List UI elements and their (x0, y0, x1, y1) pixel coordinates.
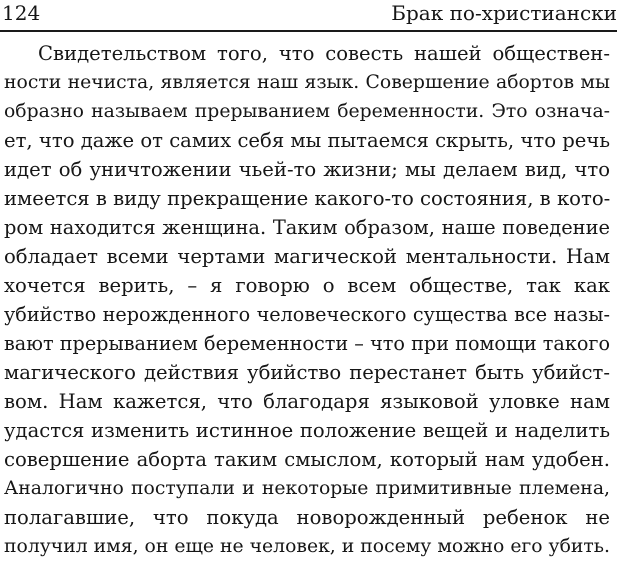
text-line: полагавшие, что покуда новорожденный ребенок не (4, 506, 610, 529)
text-line: получил имя, он еще не человек, и посему можно его убить. (4, 536, 610, 557)
running-title: Брак по-христиански (391, 1, 617, 25)
text-line: ности нечиста, является наш язык. Совершение абортов мы (4, 72, 610, 93)
text-line: имеется в виду прекращение какого-то состояния, в кото- (4, 187, 610, 210)
text-line: удастся изменить истинное положение вещей и наделить (4, 419, 610, 442)
text-line: ром находится женщина. Таким образом, наше поведение (4, 216, 610, 239)
text-line: совершение аборта таким смыслом, который нам удобен. (4, 448, 610, 471)
text-line: обладает всеми чертами магической ментальности. Нам (4, 245, 610, 268)
text-line: хочется верить, – я говорю о всем обществе, так как (4, 274, 610, 297)
text-line: вают прерыванием беременности – что при помощи такого (4, 332, 610, 355)
paragraph (4, 39, 610, 561)
text-line: ет, что даже от самих себя мы пытаемся скрыть, что речь (4, 129, 610, 152)
text-line: вом. Нам кажется, что благодаря языковой уловке нам (4, 390, 610, 413)
text-line: образно называем прерыванием беременности. Это означа- (4, 101, 610, 122)
page-header (0, 0, 617, 32)
page-number: 124 (2, 1, 41, 25)
text-line: Свидетельством того, что совесть нашей обществен- (38, 42, 610, 65)
text-line: Аналогично поступали и некоторые примитивные племена, (4, 478, 610, 499)
text-line: идет об уничтожении чьей-то жизни; мы делаем вид, что (4, 158, 610, 181)
text-line: убийство нерожденного человеческого существа все назы- (4, 303, 610, 326)
text-line: магического действия убийство перестанет быть убийст- (4, 361, 610, 384)
